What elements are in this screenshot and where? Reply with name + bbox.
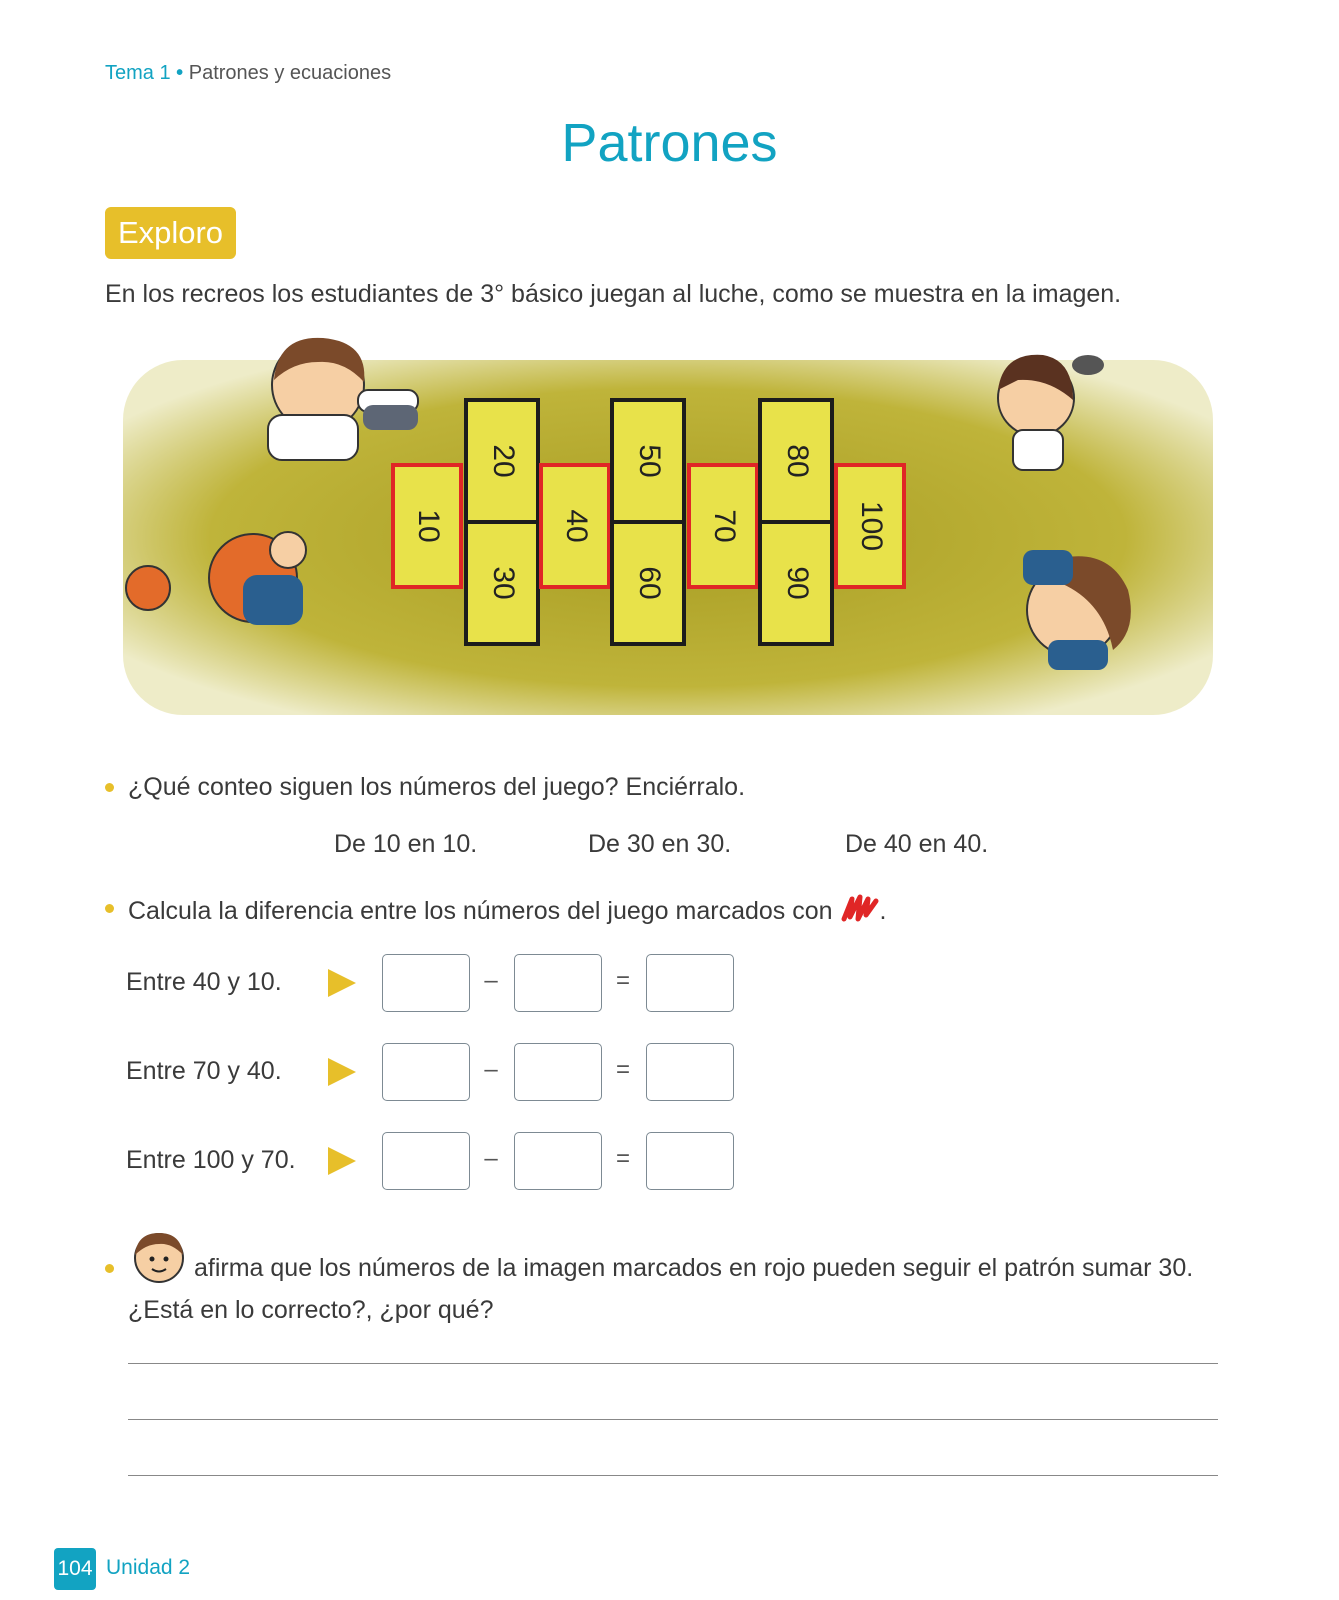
row-label-2: Entre 70 y 40. — [126, 1057, 282, 1085]
square-80 — [760, 400, 832, 522]
separator: • — [176, 62, 184, 84]
theme-label: Tema 1 — [105, 62, 171, 84]
svg-text:20: 20 — [487, 444, 521, 478]
svg-text:70: 70 — [708, 509, 742, 543]
square-30 — [466, 522, 538, 644]
question-3-line2: ¿Está en lo correcto?, ¿por qué? — [128, 1296, 494, 1324]
question-1: ¿Qué conteo siguen los números del juego? Enciérralo. — [128, 773, 746, 801]
svg-text:90: 90 — [781, 566, 815, 600]
svg-text:10: 10 — [412, 509, 446, 543]
answer-box-1c[interactable] — [646, 954, 734, 1012]
option-10[interactable]: De 10 en 10. — [334, 830, 478, 858]
boy-face-icon — [128, 1227, 190, 1285]
svg-text:50: 50 — [633, 444, 667, 478]
row-label-1: Entre 40 y 10. — [126, 968, 282, 996]
answer-box-1a[interactable] — [382, 954, 470, 1012]
answer-box-3c[interactable] — [646, 1132, 734, 1190]
square-70 — [689, 465, 757, 587]
answer-box-1b[interactable] — [514, 954, 602, 1012]
square-90 — [760, 522, 832, 644]
square-50 — [612, 400, 684, 522]
square-100 — [836, 465, 904, 587]
answer-line-1[interactable] — [128, 1363, 1218, 1364]
svg-text:30: 30 — [487, 566, 521, 600]
square-60 — [612, 522, 684, 644]
section-badge: Exploro — [105, 207, 236, 259]
answer-line-2[interactable] — [128, 1419, 1218, 1420]
minus-sign: – — [484, 967, 498, 994]
option-40[interactable]: De 40 en 40. — [845, 830, 989, 858]
bullet-1 — [105, 783, 114, 792]
option-30[interactable]: De 30 en 30. — [588, 830, 732, 858]
answer-box-3a[interactable] — [382, 1132, 470, 1190]
page-number: 104 — [54, 1548, 96, 1590]
answer-box-2c[interactable] — [646, 1043, 734, 1101]
minus-sign: – — [484, 1056, 498, 1083]
svg-text:60: 60 — [633, 566, 667, 600]
page-title: Patrones — [561, 113, 778, 173]
question-2-period: . — [879, 897, 887, 925]
svg-text:80: 80 — [781, 444, 815, 478]
svg-text:100: 100 — [855, 500, 889, 552]
intro-text: En los recreos los estudiantes de 3° básico juegan al luche, como se muestra en la imagen. — [105, 280, 1122, 308]
minus-sign: – — [484, 1145, 498, 1172]
bullet-2 — [105, 904, 114, 913]
question-3-line1: afirma que los números de la imagen marcados en rojo pueden seguir el patrón sumar 30. — [194, 1254, 1194, 1282]
arrow-icon — [328, 1058, 356, 1086]
arrow-icon — [328, 969, 356, 997]
equals-sign: = — [615, 1145, 630, 1172]
equals-sign: = — [615, 967, 630, 994]
answer-box-3b[interactable] — [514, 1132, 602, 1190]
equals-sign: = — [615, 1056, 630, 1083]
answer-box-2b[interactable] — [514, 1043, 602, 1101]
arrow-icon — [328, 1147, 356, 1175]
question-2-text: Calcula la diferencia entre los números del juego marcados con — [128, 897, 833, 925]
square-40 — [541, 465, 609, 587]
square-10 — [393, 465, 461, 587]
bullet-3 — [105, 1264, 114, 1273]
unit-label: Unidad 2 — [106, 1556, 191, 1579]
question-2 — [128, 893, 886, 926]
svg-text:40: 40 — [560, 509, 594, 543]
hopscotch-illustration — [118, 320, 1216, 740]
answer-box-2a[interactable] — [382, 1043, 470, 1101]
row-label-3: Entre 100 y 70. — [126, 1146, 296, 1174]
red-scribble-icon — [840, 893, 880, 925]
breadcrumb — [105, 62, 391, 85]
square-20 — [466, 400, 538, 522]
topic-label: Patrones y ecuaciones — [188, 62, 392, 84]
answer-line-3[interactable] — [128, 1475, 1218, 1476]
